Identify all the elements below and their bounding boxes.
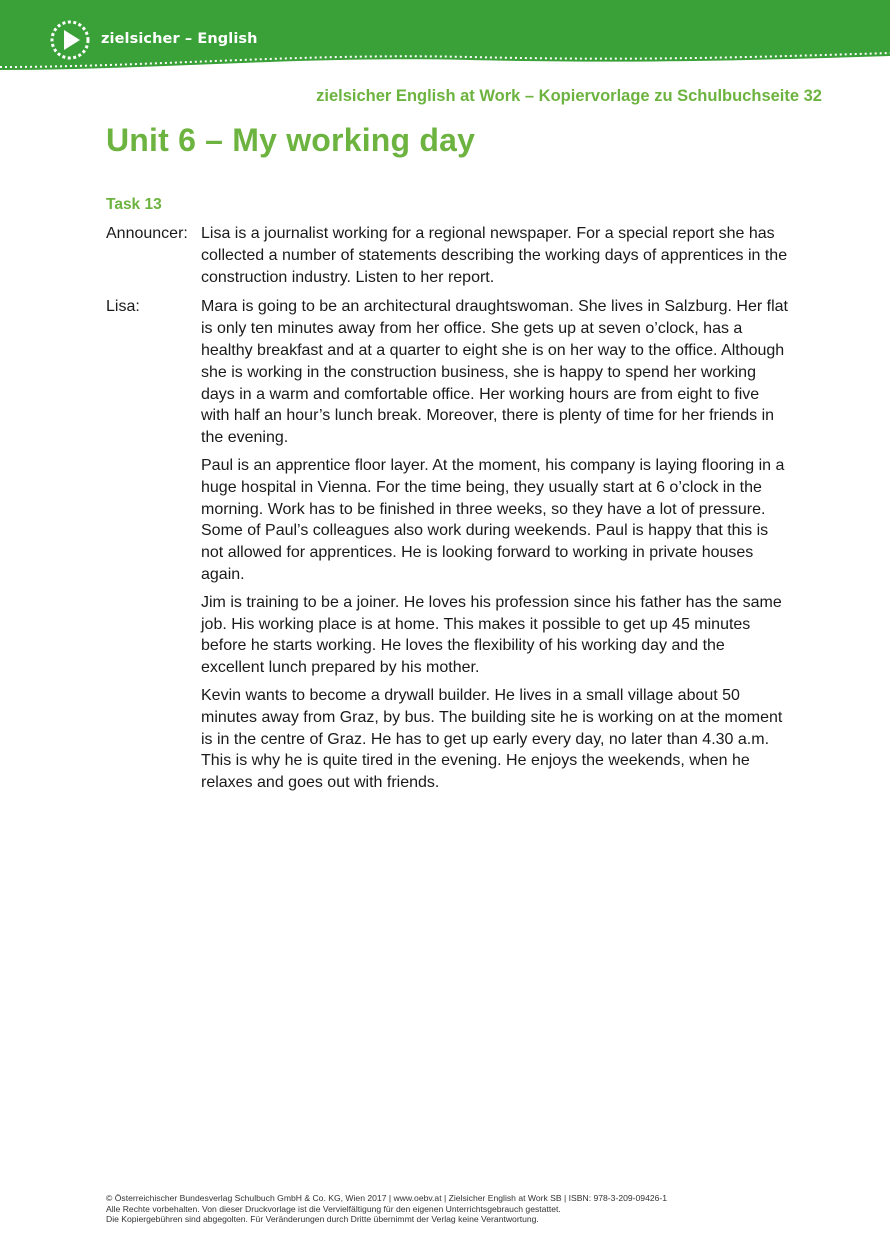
brand-name: zielsicher – English	[101, 31, 258, 47]
worksheet-header: zielsicher English at Work – Kopiervorlage zu Schulbuchseite 32	[316, 87, 822, 105]
copyright-footer	[106, 1193, 667, 1225]
header-banner	[0, 0, 890, 82]
lisa-turn	[106, 296, 806, 800]
footer-line: Alle Rechte vorbehalten. Von dieser Druckvorlage ist die Vervielfältigung für den eigenen Unterrichtsgebrauch gestattet.	[106, 1203, 561, 1214]
paragraph-paul: Paul is an apprentice floor layer. At the moment, his company is laying flooring in a huge hospital in Vienna. For the time being, they usually start at 6 o’clock in the morning. Work has to be finished in three weeks, so they have a lot of pressure. Some of Paul’s colleagues also work during weekends. Paul is happy that this is not allowed for apprentices. He is looking forward to working in private houses again.	[201, 456, 785, 583]
footer-line: Die Kopiergebühren sind abgegolten. Für Veränderungen durch Dritte übernimmt der Verlag keine Verantwortung.	[106, 1214, 539, 1225]
speech-text	[201, 296, 791, 800]
unit-title: Unit 6 – My working day	[106, 122, 476, 158]
transcript	[106, 223, 806, 800]
speaker-label: Announcer:	[106, 225, 188, 242]
paragraph-kevin: Kevin wants to become a drywall builder. He lives in a small village about 50 minutes away from Graz, by bus. The building site he is working on at the moment is in the centre of Graz. He has to get up early every day, no later than 4.30 a.m. This is why he is quite tired in the evening. He enjoys the weekends, when he relaxes and goes out with friends.	[201, 686, 783, 792]
paragraph-jim: Jim is training to be a joiner. He loves his profession since his father has the same job. His working place is at home. This makes it possible to get up 45 minutes before he starts working. He loves the flexibility of his working day and the excellent lunch prepared by his mother.	[201, 593, 782, 677]
announcer-turn	[106, 223, 806, 294]
speech-text	[201, 223, 791, 294]
footer-line: © Österreichischer Bundesverlag Schulbuch GmbH & Co. KG, Wien 2017 | www.oebv.at | Zielsicher English at Work SB | ISBN: 978-3-209-09426-1	[106, 1193, 668, 1203]
paragraph-mara: Mara is going to be an architectural draughtswoman. She lives in Salzburg. Her flat is only ten minutes away from her office. She gets up at seven o’clock, has a healthy breakfast and at a quarter to eight she is on her way to the office. Although she is working in the construction business, she is happy to spend her working days in a warm and comfortable office. Her working hours are from eight to five with half an hour’s lunch break. Moreover, there is plenty of time for her friends in the evening.	[201, 298, 788, 447]
task-label: Task 13	[106, 196, 162, 213]
paragraph: Lisa is a journalist working for a regional newspaper. For a special report she has collected a number of statements describing the working days of apprentices in the construction industry. Listen to her report.	[201, 225, 788, 286]
speaker-label: Lisa:	[106, 298, 140, 316]
